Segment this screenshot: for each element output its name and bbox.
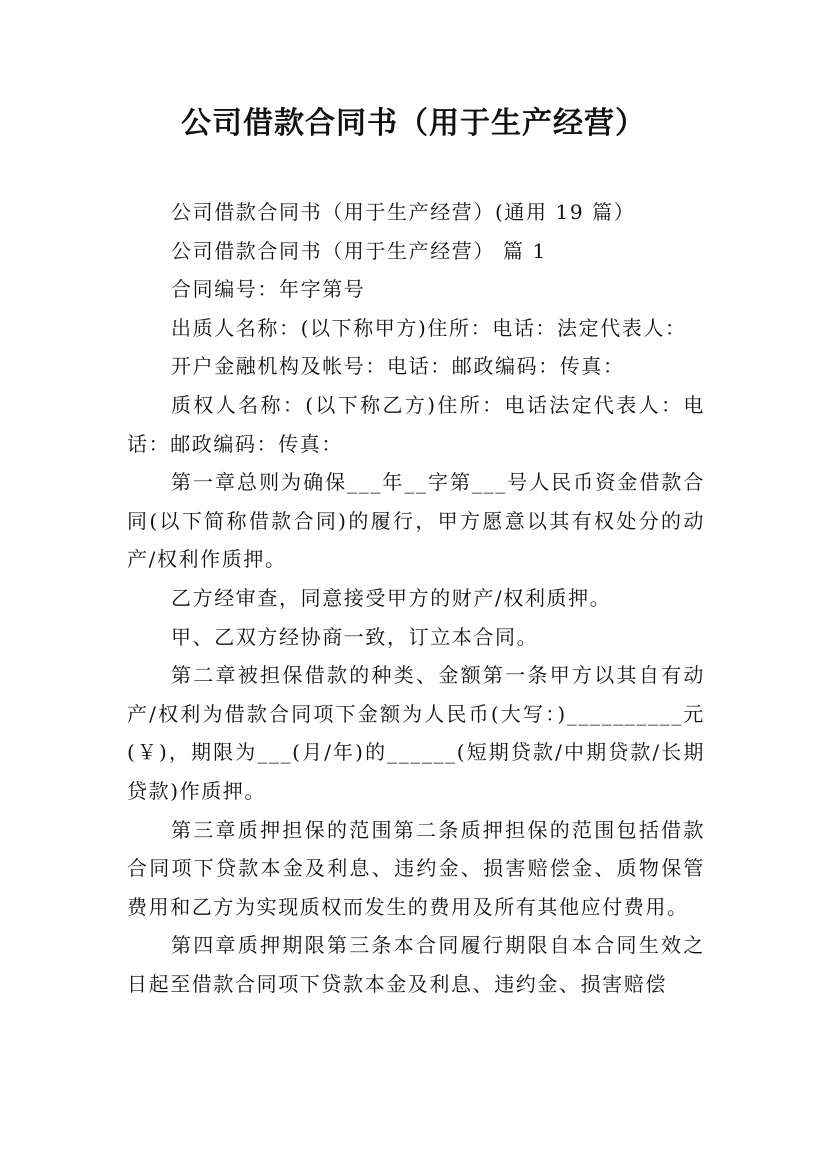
paragraph-chapter-3: 第三章质押担保的范围第二条质押担保的范围包括借款合同项下贷款本金及利息、违约金、损害赔偿金、质物保管费用和乙方为实现质权而发生的费用及所有其他应付费用。 (127, 817, 705, 919)
paragraph-bank-info: 开户金融机构及帐号：电话：邮政编码：传真： (171, 354, 625, 379)
paragraph-chapter-2: 第二章被担保借款的种类、金额第一条甲方以其自有动产/权利为借款合同项下金额为人民币(大写：)__________元(￥)，期限为___(月/年)的______(短期贷款/中期贷款/长期贷款)作质押。 (127, 663, 705, 803)
paragraph-subtitle: 公司借款合同书（用于生产经营）(通用 19 篇） (171, 200, 636, 224)
paragraph-agreement: 甲、乙双方经协商一致，订立本合同。 (171, 624, 539, 649)
paragraph-pledgor-info: 出质人名称：(以下称甲方)住所：电话：法定代表人： (171, 315, 687, 340)
paragraph-chapter-4: 第四章质押期限第三条本合同履行期限自本合同生效之日起至借款合同项下贷款本金及利息、违约金、损害赔偿 (127, 933, 705, 996)
document-body (127, 193, 705, 1003)
document-title: 公司借款合同书（用于生产经营） (181, 106, 646, 141)
paragraph-chapter-1: 第一章总则为确保___年__字第___号人民币资金借款合同(以下简称借款合同)的履行，甲方愿意以其有权处分的动产/权利作质押。 (127, 470, 705, 572)
paragraph-section-heading: 公司借款合同书（用于生产经营） 篇 1 (171, 238, 547, 263)
paragraph-review: 乙方经审查，同意接受甲方的财产/权利质押。 (171, 585, 612, 610)
paragraph-contract-number: 合同编号：年字第号 (171, 277, 366, 302)
paragraph-pledgee-info: 质权人名称：(以下称乙方)住所：电话法定代表人：电话：邮政编码：传真： (127, 392, 705, 456)
